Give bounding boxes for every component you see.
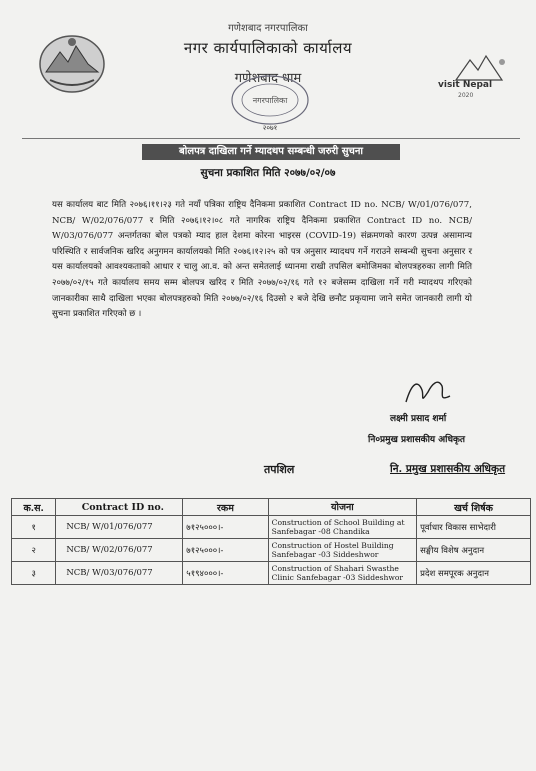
office-stamp (226, 72, 314, 134)
row-contract-id: NCB/ W/02/076/077 (56, 539, 183, 562)
header-divider (22, 138, 520, 139)
visit-nepal-mountain-icon (436, 52, 516, 82)
stamp-text: नगरपालिका (252, 96, 288, 105)
row-budget-head: प्रदेश समपूरक अनुदान (417, 562, 531, 585)
published-date: सुचना प्रकाशित मिति २०७७/०२/०७ (200, 167, 336, 179)
row-serial: ३ (12, 562, 56, 585)
row-contract-id: NCB/ W/01/076/077 (56, 516, 183, 539)
row-project: Construction of Hostel Building Sanfebagar -03 Siddeshwor (268, 539, 416, 562)
row-amount: ७१२५०००।- (183, 539, 268, 562)
row-amount: ५१९४०००।- (183, 562, 268, 585)
row-budget-head: पूर्वाधार विकास साभेदारी (417, 516, 531, 539)
row-project: Construction of Shahari Swasthe Clinic Sanfebagar -03 Siddeshwor (268, 562, 416, 585)
contract-table (11, 498, 531, 585)
municipality-name: गणेशबाद नगरपालिका (228, 23, 308, 34)
row-contract-id: NCB/ W/03/076/077 (56, 562, 183, 585)
col-serial: क.स. (12, 499, 56, 516)
table-row (12, 539, 531, 562)
table-row (12, 516, 531, 539)
office-location: गणेशबाद धाम (234, 71, 302, 86)
table-header-row (12, 499, 531, 516)
office-name: नगर कार्यपालिकाको कार्यालय (183, 39, 353, 57)
row-serial: १ (12, 516, 56, 539)
col-budget-head: खर्च शिर्षक (417, 499, 531, 516)
schedule-heading: तपशिल (264, 463, 295, 476)
title-stamp: नि. प्रमुख प्रशासकीय अधिकृत (390, 463, 506, 475)
notice-body: यस कार्यालय बाट मिति २०७६।११।२३ गते नयाँ पत्रिका राष्ट्रिय दैनिकमा प्रकाशित Contract ID no. NCB/ W/01/076/077, NCB/ W/02/076/077 र मिति २०७६।१२।०८ गते नागरिक राष्ट्रिय दैनिकमा प्रकाशित Contract ID no. NCB/ W/03/076/077 अन्तर्गतका बोल पत्रको म्याद हाल देशमा कोरना भाइरस (COVID-19) संक्रमणको कारण उत्पन्न असामान्य परिस्थिति र सार्वजनिक खरिद अनुगमन कार्यालयको मिति २०७६।१२।२५ को पत्र अनुसार म्यादथप गर्ने गराउने सम्बन्धी सुचना अनुसार र यस कार्यालयको आवश्यकताको आधार र चालु आ.व. को अन्त समेतलाई ध्यानमा राखी तपसिल बमोजिमका बोलपत्रहरुका लागी मिति २०७७/०२/१५ गते कार्यालय समय सम्म बोलपत्र खरिद र मिति २०७७/०२/१६ गते १२ बजेसम्म दाखिला गर्ने गरी म्यादथप गरिएको जानकारीका साथै दाखिला भएका बोलपत्रहरुको मिति २०७७/०२/१६ दिउसो २ बजे देखि छनौट प्रकृयामा जाने समेत जानकारी लागी यो सुचना प्रकाशित गरिएको छ । (52, 200, 472, 320)
table-row (12, 562, 531, 585)
handwritten-signature (398, 372, 458, 412)
col-amount: रकम (183, 499, 268, 516)
visit-nepal-text: visit Nepal (438, 80, 493, 90)
col-contract-id: Contract ID no. (56, 499, 183, 516)
row-budget-head: सङ्घीय विशेष अनुदान (417, 539, 531, 562)
col-project: योजना (268, 499, 416, 516)
visit-nepal-logo (436, 52, 516, 102)
stamp-year: २०७१ (262, 124, 278, 132)
signatory-title: नि०प्रमुख प्रशासकीय अधिकृत (368, 435, 466, 445)
visit-nepal-year: 2020 (458, 92, 474, 99)
notice-title: बोलपत्र दाखिला गर्ने म्यादथप सम्बन्धी जरुरी सुचना (142, 144, 400, 160)
signatory-name: लक्ष्मी प्रसाद शर्मा (390, 414, 447, 424)
row-serial: २ (12, 539, 56, 562)
row-amount: ७१२५०००।- (183, 516, 268, 539)
row-project: Construction of School Building at Sanfebagar -08 Chandika (268, 516, 416, 539)
